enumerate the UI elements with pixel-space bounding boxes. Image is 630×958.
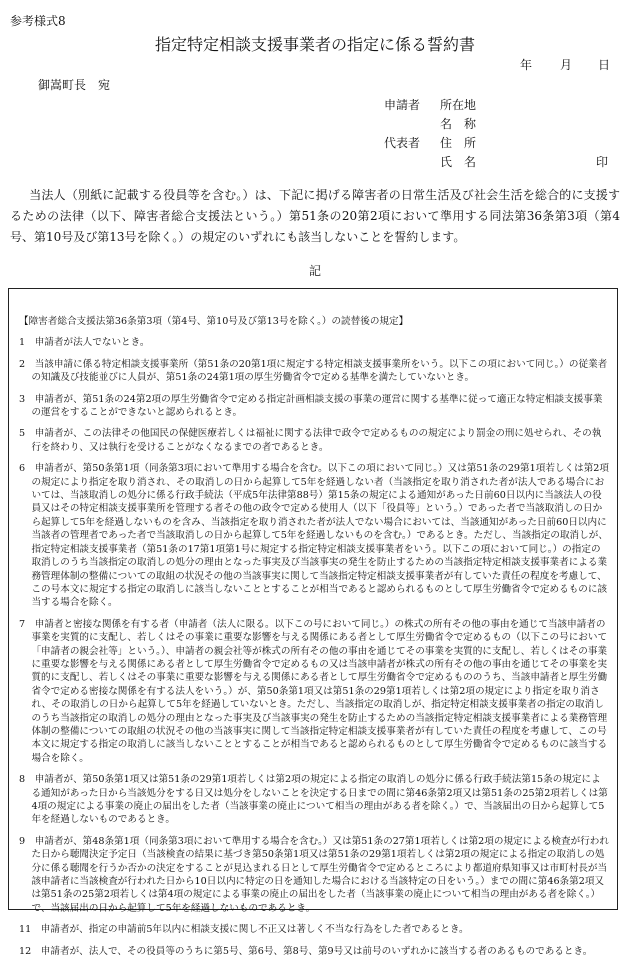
applicant-label: 申請者 <box>384 98 421 112</box>
seal-mark: 印 <box>596 155 609 169</box>
provision-item: 12 申請者が、法人で、その役員等のうちに第5号、第6号、第8号、第9号又は前号のいずれかに該当する者のあるものであるとき。 <box>19 945 593 957</box>
provision-item: 6 申請者が、第50条第1項（同条第3項において準用する場合を含む。以下この項において同じ。）又は第51条の29第1項若しくは第2項の規定により指定を取り消され、その取消しの日から起算して5年を経過しない者（当該指定を取り消された者が法人である場合においては、当該取消しの処分に係る行政手続法（平成5年法律第88号）第15条の規定による通知があった日前60日以内に当該法人の役員又はその特定相談支援事業所を管理する者その他の政令で定める使用人（以下「役員等」という。）であった者で当該取消しの日から起算して5年を経過しないものを含み、当該指定を取り消された者が法人でない場合においては、当該通知があった日前60日以内に当該者の管理者であった者で当該取消しの日から起算して5年を経過しないものを含む。）であるとき。ただし、当該指定の取消しが、指定特定相談支援事業者（第51条の17第1項第1号に規定する指定特定相談支援事業者をいう。以下この項において同じ。）の指定の取消しのうち当該指定の取消しの処分の理由となった事実及び当該事実の発生を防止するための当該指定特定相談支援事業者による業務管理体制の整備についての取組の状況その他の当該事実に関して当該指定特定相談支援事業者が有していた責任の程度を考慮して、この号本文に規定する指定の取消しに該当しないこととすることが相当であると認められるものとして厚生労働省令で定めるものに該当する場合を除く。 <box>19 463 609 609</box>
form-number: 参考様式8 <box>10 14 66 28</box>
provision-item: 9 申請者が、第48条第1項（同条第3項において準用する場合を含む。）又は第51条の27第1項若しくは第2項の規定による検査が行われた日から聴聞決定予定日（当該検査の結果に基づき第50条第1項又は第51条の29第1項若しくは第2項の規定による指定の取消しの処分に係る聴聞を行うか否かの決定をすることが見込まれる日として厚生労働省令で定めるところにより都道府県知事又は市町村長が当該申請者に当該検査が行われた日から10日以内に特定の日を通知した場合における当該特定の日をいう。）までの間に第46条第2項又は第51条の25第2項若しくは第4項の規定による事業の廃止の届出をした者（当該事業の廃止について相当の理由がある者を除く。）で、当該届出の日から起算して5年を経過しないものであるとき。 <box>19 835 609 914</box>
address-label: 所在地 <box>440 98 477 112</box>
provisions-box <box>8 288 618 957</box>
representative-label: 代表者 <box>384 136 421 150</box>
provision-item: 2 当該申請に係る特定相談支援事業所（第51条の20第1項に規定する特定相談支援事業所をいう。以下この項において同じ。）の従業者の知識及び技能並びに人員が、第51条の24第1項の厚生労働省令で定める基準を満たしていないとき。 <box>19 358 608 384</box>
provision-item: 5 申請者が、この法律その他国民の保健医療若しくは福祉に関する法律で政令で定めるものの規定により罰金の刑に処せられ、その執行を終わり、又は執行を受けることがなくなるまでの者であるとき。 <box>19 428 602 453</box>
addressee: 御嵩町長 宛 <box>38 78 111 92</box>
date-day: 日 <box>598 58 611 72</box>
rep-address-label: 住 所 <box>440 136 477 150</box>
name-label: 名 称 <box>440 117 477 131</box>
provisions-title: 【障害者総合支援法第36条第3項（第4号、第10号及び第13号を除く。）の読替後の規定】 <box>19 316 409 327</box>
date-year: 年 <box>520 58 533 72</box>
ki-heading: 記 <box>308 264 321 278</box>
rep-name-label: 氏 名 <box>440 155 477 169</box>
page-title: 指定特定相談支援事業者の指定に係る誓約書 <box>154 35 475 54</box>
provision-item: 8 申請者が、第50条第1項又は第51条の29第1項若しくは第2項の規定による指定の取消しの処分に係る行政手続法第15条の規定による通知があった日から当該処分をする日又は処分をしないことを決定する日までの間に第46条第2項又は第51条の25第2項若しくは第4項の規定による事業の廃止の届出をした者（当該事業の廃止について相当の理由がある者を除く。）で、当該届出の日から起算して5年を経過しないものであるとき。 <box>19 774 608 826</box>
provision-item: 11 申請者が、指定の申請前5年以内に相談支援に関し不正又は著しく不当な行為をした者であるとき。 <box>19 924 469 936</box>
provision-item: 1 申請者が法人でないとき。 <box>19 337 150 349</box>
provision-item: 3 申請者が、第51条の24第2項の厚生労働省令で定める指定計画相談支援の事業の運営に関する基準に従って適正な特定相談支援事業の運営をすることができないと認められるとき。 <box>19 393 603 419</box>
provision-item: 7 申請者と密接な関係を有する者（申請者（法人に限る。以下この号において同じ。）の株式の所有その他の事由を通じて当該申請者の事業を実質的に支配し、若しくはその事業に重要な影響を与える関係にある者として厚生労働省令で定めるもの（以下この号において「申請者の親会社等」という。）、申請者の親会社等が株式の所有その他の事由を通じてその事業を実質的に支配し、若しくはその事業に重要な影響を与える関係にある者として厚生労働省令で定めるもの又は当該申請者が株式の所有その他の事由を通じてその事業を実質的に支配し、若しくはその事業に重要な影響を与える関係にある者として厚生労働省令で定めるもののうち、当該申請者と厚生労働省令で定める密接な関係を有する法人をいう。）が、第50条第1項又は第51条の29第1項若しくは第2項の規定により指定を取り消され、その取消しの日から起算して5年を経過していないとき。ただし、当該指定の取消しが、指定特定相談支援事業者の指定の取消しのうち当該指定の取消しの処分の理由となった事実及び当該事実の発生を防止するための当該指定特定相談支援事業者による業務管理体制の整備についての取組の状況その他の当該事実に関して当該指定特定相談支援事業者が有していた責任の程度を考慮して、この号本文に規定する指定の取消しに該当しないこととすることが相当であると認められるものとして厚生労働省令で定めるものに該当する場合を除く。 <box>19 618 608 764</box>
pledge-text: 当法人（別紙に記載する役員等を含む。）は、下記に掲げる障害者の日常生活及び社会生活を総合的に支援するための法律（以下、障害者総合支援法という。）第51条の20第2項において準用する同法第36条第3項（第4号、第10号及び第13号を除く。）の規定のいずれにも該当しないことを誓約します。 <box>10 188 620 244</box>
date-month: 月 <box>560 58 573 72</box>
